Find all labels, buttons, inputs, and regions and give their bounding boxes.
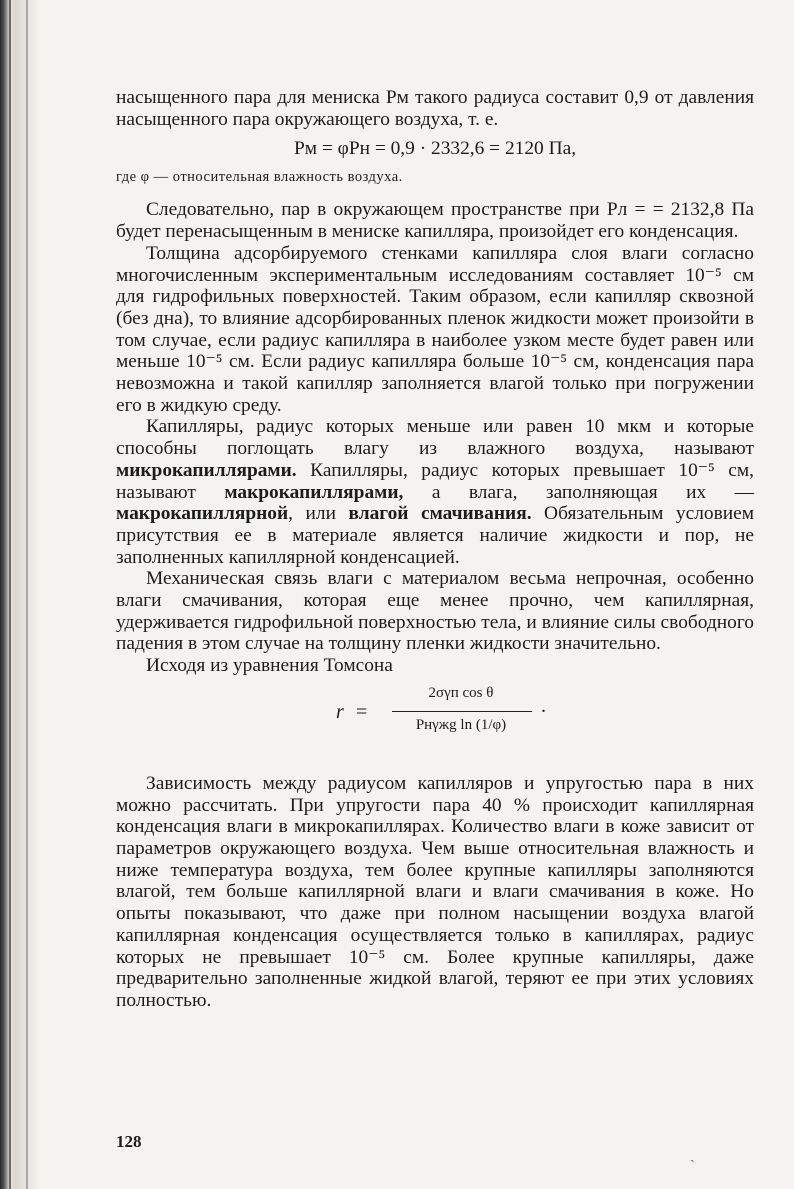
- paragraph-4: [116, 416, 754, 568]
- formula-lhs: r: [336, 700, 344, 723]
- term-macrocapillaries: макрокапиллярами,: [224, 481, 404, 503]
- paragraph-3: Толщина адсорбируемого стенками капилляра слоя влаги согласно многочисленным экспериментальным исследованиям составляет 10⁻⁵ см для гидрофильных поверхностей. Таким образом, если капилляр сквозной (без дна), то влияние адсорбированных пленок жидкости может произойти в том случае, если радиус капилляра в наиболее узком месте будет равен или меньше 10⁻⁵ см. Если радиус капилляра больше 10⁻⁵ см, конденсация пара невозможна и такой капилляр заполняется влагой только при погружении его в жидкую среду.: [116, 242, 754, 416]
- binding-edge-line: [9, 0, 11, 1189]
- term-macrocapillary-moisture: макрокапиллярной: [116, 503, 289, 525]
- fraction: [336, 684, 636, 761]
- text-run: Капилляры, радиус которых меньше или равен 10 мкм и которые способны поглощать влагу из влажного воздуха, называют: [116, 416, 754, 460]
- formula-saturation-pressure: Pм = φPн = 0,9 · 2332,6 = 2120 Па,: [293, 138, 577, 160]
- paragraph-1: насыщенного пара для мениска Pм такого радиуса составит 0,9 от давления насыщенного пара окружающего воздуха, т. е.: [116, 87, 754, 130]
- fraction-bar: [392, 711, 532, 712]
- formula-period: .: [541, 694, 546, 717]
- paragraph-7: Зависимость между радиусом капилляров и упругостью пара в них можно рассчитать. При упругости пара 40 % происходит капиллярная конденсация влаги в микрокапиллярах. Количество влаги в коже зависит от параметров окружающего воздуха. Чем выше относительная влажность и ниже температура воздуха, тем более крупные капилляры заполняются влагой, тем больше капиллярной влаги и влаги смачивания в коже. Но опыты показывают, что даже при полном насыщении воздуха влагой капиллярная конденсация осуществляется только в капиллярах, радиус которых не превышает 10⁻⁵ см. Более крупные капилляры, даже предварительно заполненные жидкой влагой, теряют ее при этих условиях полностью.: [116, 772, 754, 1011]
- text-run: , или: [288, 503, 349, 525]
- fraction-denominator: Pнγжg ln (1/φ): [415, 716, 507, 733]
- text-run: а влага, заполняющая их —: [403, 481, 754, 503]
- book-binding-shadow: [0, 0, 40, 1189]
- page-body: [116, 87, 754, 1012]
- paragraph-6: Исходя из уравнения Томсона: [146, 655, 393, 677]
- text-run: Капилляры, радиус которых превышает 10⁻⁵ см, называют: [116, 459, 754, 503]
- page-number: 128: [116, 1132, 142, 1151]
- term-wetting-moisture: влагой смачивания.: [348, 503, 532, 525]
- paragraph-2: Следовательно, пар в окружающем пространстве при Pл = = 2132,8 Па будет перенасыщенным в мениске капилляра, произойдет его конденсация.: [116, 199, 754, 243]
- thomson-equation: [116, 681, 754, 763]
- term-microcapillaries: микрокапиллярами.: [116, 459, 297, 481]
- fraction-numerator: 2σγп cos θ: [428, 684, 494, 701]
- paragraph-5: Механическая связь влаги с материалом весьма непрочная, особенно влаги смачивания, которая еще менее прочно, чем капиллярная, удерживается гидрофильной поверхностью тела, и влияние силы свободного падения в этом случае на толщину пленки жидкости значительно.: [116, 568, 754, 655]
- text-run: Обязательным условием присутствия ее в материале является наличие жидкости и пор, не заполненных капиллярной конденсацией.: [116, 503, 755, 568]
- formula-equals: =: [356, 700, 368, 723]
- formula-note: где φ — относительная влажность воздуха.: [116, 169, 403, 186]
- binding-edge-line: [26, 0, 28, 1189]
- scan-mark: ˏ: [690, 1148, 695, 1163]
